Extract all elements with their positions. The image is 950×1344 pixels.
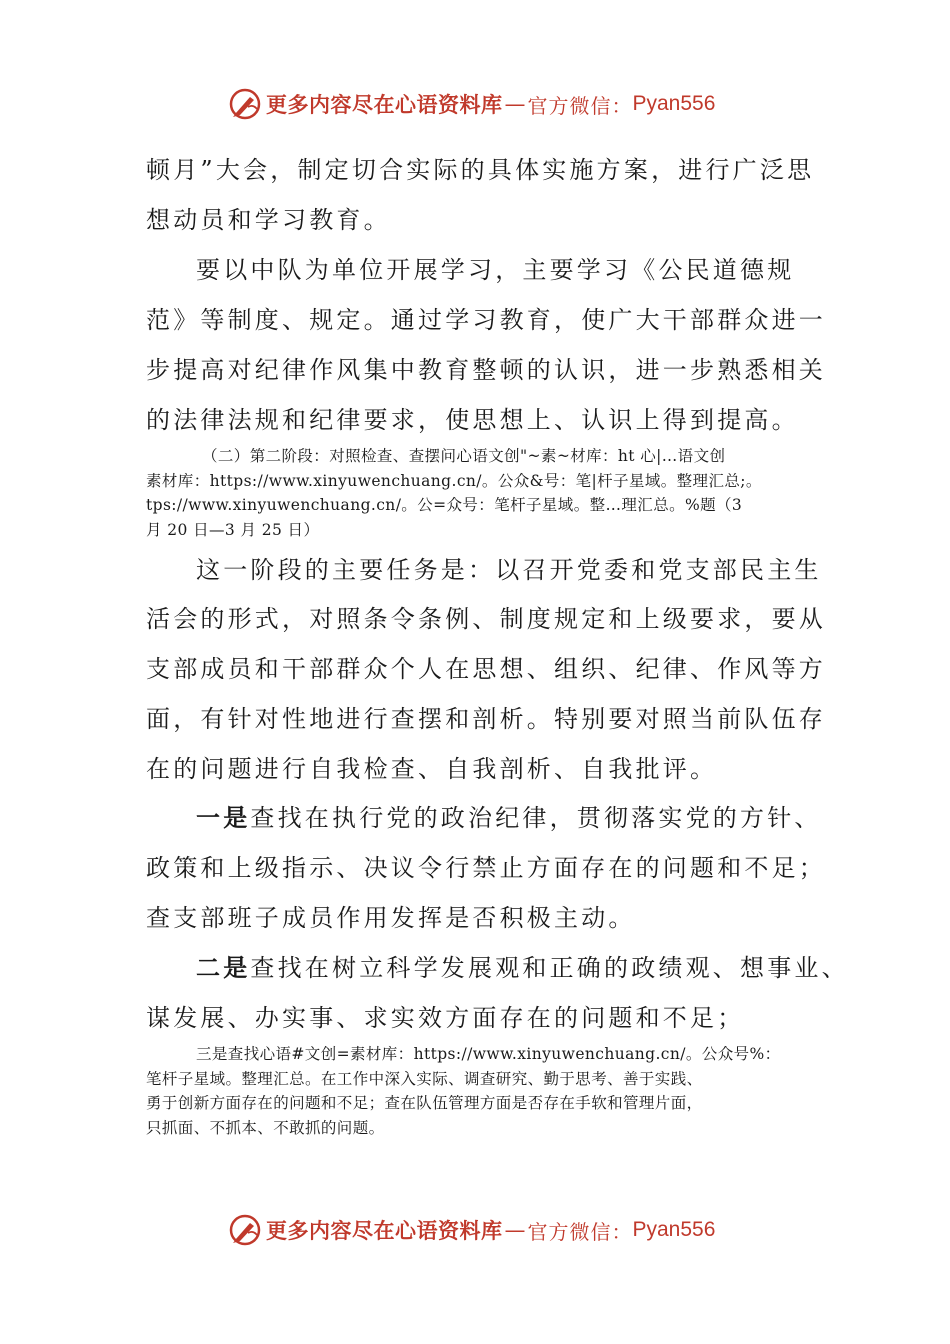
small-line: 三是查找心语#文创=素材库：https://www.xinyuwenchuang.cn/。公众号%： bbox=[196, 1045, 781, 1063]
body-line bbox=[196, 953, 849, 983]
body-line: 这一阶段的主要任务是：以召开党委和党支部民主生 bbox=[196, 556, 822, 584]
footer-banner bbox=[228, 1208, 715, 1252]
pen-logo-icon bbox=[228, 87, 262, 121]
body-line-text: 查找在树立科学发展观和正确的政绩观、想事业、 bbox=[250, 954, 849, 982]
body-line-text: 查找在执行党的政治纪律，贯彻落实党的方针、 bbox=[250, 804, 822, 832]
small-line: 只抓面、不抓本、不敢抓的问题。 bbox=[146, 1118, 385, 1137]
small-line: 素材库：https://www.xinyuwenchuang.cn/。公众&号：笔|杆子星域。整理汇总;。 bbox=[146, 471, 762, 490]
body-line: 活会的形式，对照条令条例、制度规定和上级要求，要从 bbox=[146, 605, 826, 633]
banner-wechat-id: Pyan556 bbox=[632, 1218, 716, 1241]
small-line: （二）第二阶段：对照检查、查摆问心语文创"~素~材库：ht 心|…语文创 bbox=[202, 447, 726, 465]
banner-dash: — bbox=[504, 92, 526, 116]
banner-brand: 更多内容尽在心语资料库 bbox=[266, 92, 503, 117]
body-line: 谋发展、办实事、求实效方面存在的问题和不足； bbox=[146, 1004, 745, 1032]
body-line: 面，有针对性地进行查摆和剖析。特别要对照当前队伍存 bbox=[146, 705, 826, 733]
banner-wechat-label: 官方微信： bbox=[527, 93, 633, 118]
body-line: 想动员和学习教育。 bbox=[146, 206, 391, 234]
body-line: 要以中队为单位开展学习，主要学习《公民道德规 bbox=[196, 256, 795, 284]
body-line: 政策和上级指示、决议令行禁止方面存在的问题和不足； bbox=[146, 854, 826, 882]
body-line: 范》等制度、规定。通过学习教育，使广大干部群众进一 bbox=[146, 306, 826, 334]
body-line: 查支部班子成员作用发挥是否积极主动。 bbox=[146, 904, 636, 932]
small-line: tps://www.xinyuwenchuang.cn/。公=众号：笔杆子星域。整…理汇总。%题（3 bbox=[146, 496, 743, 514]
body-line: 在的问题进行自我检查、自我剖析、自我批评。 bbox=[146, 755, 718, 783]
small-paragraph bbox=[146, 1042, 816, 1140]
pen-logo-icon bbox=[228, 1213, 262, 1247]
body-line: 顿月”大会，制定切合实际的具体实施方案，进行广泛思 bbox=[146, 156, 815, 184]
banner-brand: 更多内容尽在心语资料库 bbox=[266, 1218, 503, 1243]
body-line: 支部成员和干部群众个人在思想、组织、纪律、作风等方 bbox=[146, 655, 826, 683]
small-paragraph bbox=[146, 444, 816, 542]
small-line: 笔杆子星域。整理汇总。在工作中深入实际、调查研究、勤于思考、善于实践、 bbox=[146, 1069, 703, 1088]
lead-bold: 二是 bbox=[196, 953, 251, 982]
banner-wechat-label: 官方微信： bbox=[527, 1219, 633, 1244]
body-line: 的法律法规和纪律要求，使思想上、认识上得到提高。 bbox=[146, 406, 799, 434]
small-line: 月 20 日—3 月 25 日） bbox=[146, 520, 320, 539]
small-line: 勇于创新方面存在的问题和不足；查在队伍管理方面是否存在手软和管理片面， bbox=[146, 1094, 703, 1112]
body-line: 步提高对纪律作风集中教育整顿的认识，进一步熟悉相关 bbox=[146, 356, 826, 384]
banner-dash: — bbox=[504, 1218, 526, 1242]
body-line bbox=[196, 803, 822, 833]
banner-wechat-id: Pyan556 bbox=[632, 92, 716, 115]
lead-bold: 一是 bbox=[196, 803, 251, 832]
header-banner bbox=[228, 82, 715, 126]
